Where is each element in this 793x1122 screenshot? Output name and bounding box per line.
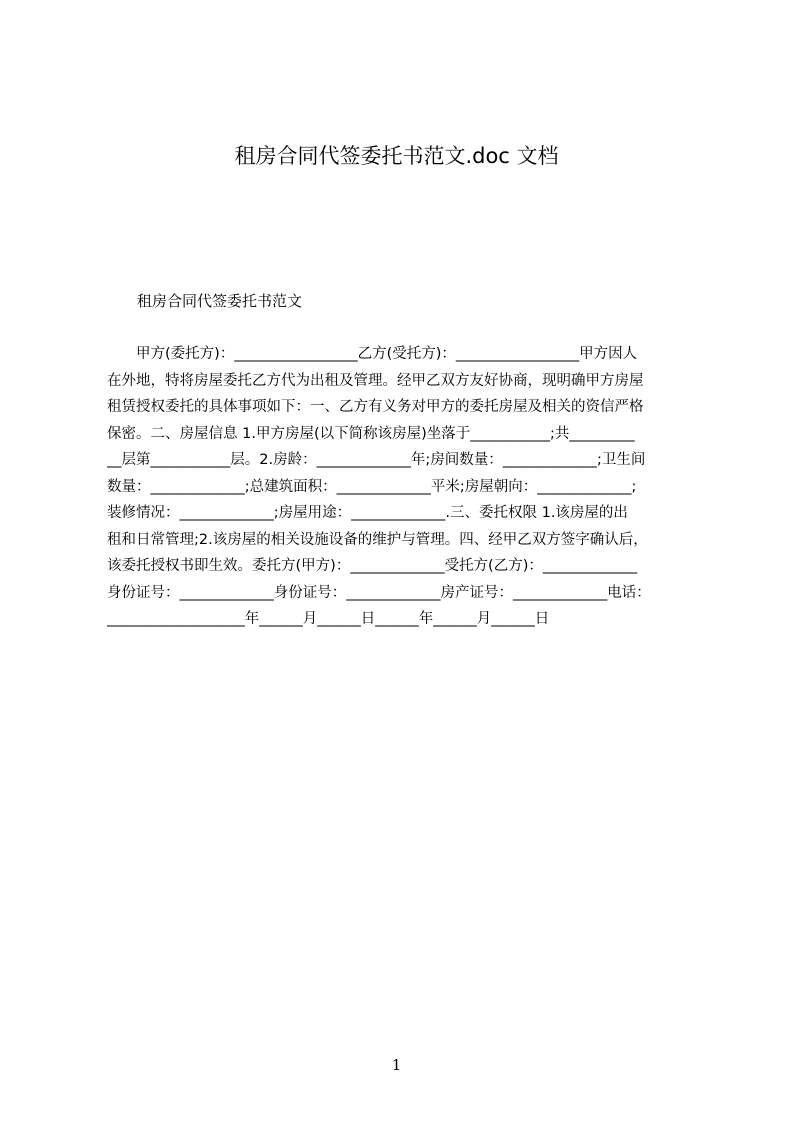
- body-line: __层第___________层。2.房龄：_____________年;房间数量：_____________;卫生间: [107, 452, 646, 468]
- body-line: 身份证号：_____________身份证号：_____________房产证号：_____________电话：: [107, 584, 651, 601]
- body-paragraph: [107, 341, 696, 641]
- document-title: 租房合同代签委托书范文.doc 文档: [234, 144, 559, 168]
- body-line: 在外地，特将房屋委托乙方代为出租及管理。经甲乙双方友好协商，现明确甲方房屋: [107, 372, 644, 389]
- body-line: 该委托授权书即生效。委托方(甲方)：_____________受托方(乙方)：_____________: [107, 558, 638, 574]
- page-number: 1: [391, 1056, 402, 1074]
- body-line: 甲方(委托方)：_________________乙方(受托方)：_________________甲方因人: [107, 346, 638, 362]
- body-line: ___________________年______月______日______年______月______日: [107, 611, 550, 627]
- body-line: 保密。二、房屋信息 1.甲方房屋(以下简称该房屋)坐落于___________;共_________: [107, 425, 635, 442]
- body-line: 租和日常管理;2.该房屋的相关设施设备的维护与管理。四、经甲乙双方签字确认后，: [107, 531, 648, 548]
- body-line: 装修情况：_____________;房屋用途：_____________.三、委托权限 1.该房屋的出: [107, 505, 628, 521]
- body-line: 租赁授权委托的具体事项如下：一、乙方有义务对甲方的委托房屋及相关的资信严格: [107, 399, 644, 415]
- document-subtitle: 租房合同代签委托书范文: [137, 292, 303, 310]
- body-line: 数量：_____________;总建筑面积：_____________平米;房屋朝向：_____________;: [107, 478, 637, 495]
